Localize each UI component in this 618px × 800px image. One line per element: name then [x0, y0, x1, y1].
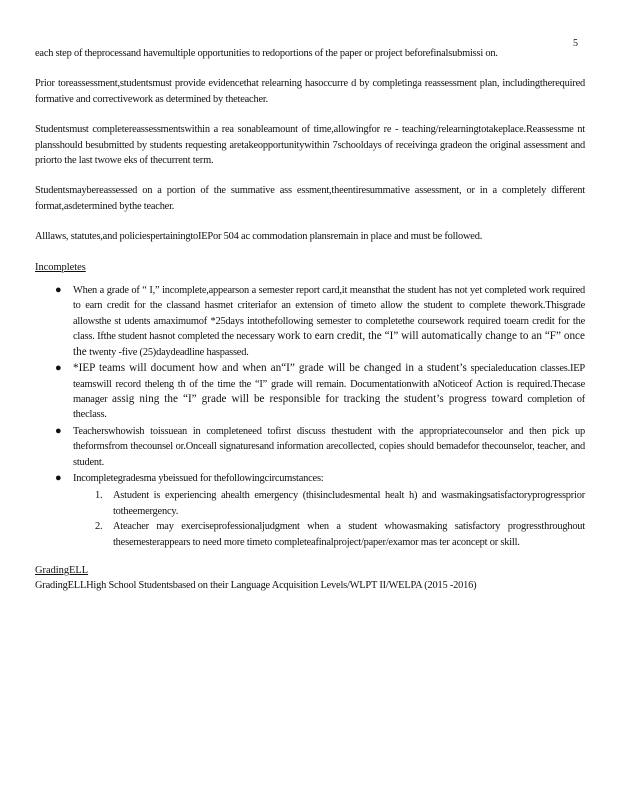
grading-ell-text: GradingELLHigh School Studentsbased on their Language Acquisition Levels/WLPT II/WELPA (2015 -2016)	[35, 580, 477, 592]
sub-list-item	[95, 519, 585, 550]
list-item-text: specialeducation classes.IEP teamswill record theleng th of the time the “I” grade will remain. Documentationwith aNoticeof Action is required.Thecase manager	[73, 363, 586, 405]
list-item	[55, 424, 585, 470]
sub-list-text: Ateacher may exerciseprofessionaljudgment when a student whowasmaking satisfactory progressthroughout thesemesterappears to need more timeto completeafinalproject/paper/examor mas ter aconcept or skill.	[113, 521, 585, 548]
list-item-text: work to earn credit, the “I” will automatically change to an “F” once the	[73, 330, 585, 358]
bullet-icon: ●	[55, 284, 62, 297]
grading-ell-heading: GradingELL	[35, 564, 89, 576]
sub-list-text: Astudent is experiencing ahealth emergency (thisincludesmental healt h) and wasmakingsatisfactoryprogressprior totheemergency.	[113, 490, 585, 517]
document-body	[35, 46, 585, 594]
paragraph-prior-reassessment: Prior toreassessment,studentsmust provide evidencethat relearning hasoccurre d by completinga reassessment plan, includingtherequired formative and correctivework as determined by theteacher.	[35, 78, 585, 105]
list-item-text: completion of theclass.	[73, 393, 585, 421]
incompletes-list	[35, 283, 585, 550]
bullet-icon: ●	[55, 362, 62, 375]
incompletes-heading: Incompletes	[35, 261, 86, 273]
list-item-text: Teacherswhowish toissuean in completeneed tofirst discuss thestudent with the appropriatecounselor and then pick up theformsfrom thecounsel or.Onceall signaturesand information arecollected, copies should bemadefor thecounselor, teacher, and student.	[73, 425, 585, 468]
list-item	[55, 471, 585, 550]
bullet-icon: ●	[55, 471, 62, 484]
page-number: 5	[573, 38, 578, 49]
list-item-text: twenty -five (25)daydeadline haspassed.	[86, 346, 249, 358]
paragraph-reassessment-portion: Studentsmaybereassessed on a portion of the summative ass essment,theentiresummative assessment, or in a completely different format,asdetermined bythe teacher.	[35, 185, 585, 212]
list-item-text: assig ning the “I” grade will be responsible for tracking the student’s progress toward	[112, 392, 523, 405]
sub-list-number: 1.	[95, 490, 103, 502]
paragraph-redo: each step of theprocessand havemultiple opportunities to redoportions of the paper or project beforefinalsubmissi on.	[35, 48, 498, 59]
list-item	[55, 361, 586, 423]
circumstances-list	[73, 488, 585, 550]
list-item-text: *IEP teams will document how and when an“I” grade will be changed in a student’s	[73, 362, 467, 375]
bullet-icon: ●	[55, 424, 62, 437]
paragraph-reassessment-timing: Studentsmust completereassessmentswithin a rea sonableamount of time,allowingfor re - teaching/relearningtotakeplace.Reassessme nt plansshould besubmitted by students requesting aretakeopportunitywithin 7schooldays of receivinga gradeon the original assessment and priorto the last twowe eks of thecurrent term.	[35, 124, 585, 167]
sub-list-number: 2.	[95, 521, 103, 533]
list-item-text: Incompletegradesma ybeissued for thefollowingcircumstances:	[73, 472, 324, 484]
list-item	[55, 283, 585, 360]
sub-list-item	[95, 488, 585, 519]
list-item-text: When a grade of “ I,” incomplete,appearson a semester report card,it meansthat the student has not yet completed work required to earn credit for the classand hasmet criteriafor an extension of timeto allow the student to complete thework.Thisgrade allowsthe st udents amaximumof *25days intothefollowing semester to completethe coursework required toearn credit for the class. Ifthe student hasnot completed the necessary	[73, 285, 585, 343]
paragraph-iep-laws: Alllaws, statutes,and policiespertainingtoIEPor 504 ac commodation plansremain in place and must be followed.	[35, 231, 483, 243]
